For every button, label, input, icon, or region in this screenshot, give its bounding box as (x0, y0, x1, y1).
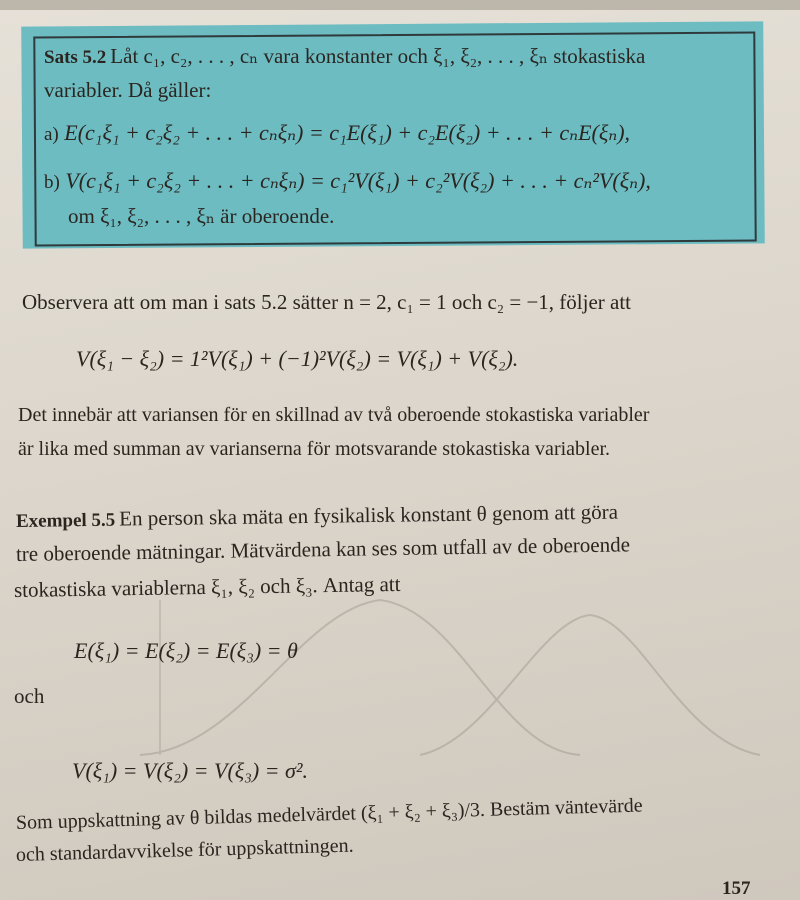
theorem-item-b (44, 168, 651, 194)
example-last-line-1: Som uppskattning av θ bildas medelvärdet (ξ₁ + ξ₂ + ξ₃)/3. Bestäm väntevärde (15, 794, 643, 834)
theorem-label: Sats 5.2 (44, 47, 107, 68)
page-top-edge (0, 0, 800, 10)
theorem-line-2: variabler. Då gäller: (44, 78, 212, 102)
example-label: Exempel 5.5 (15, 509, 116, 532)
observation-line: Observera att om man i sats 5.2 sätter n = 2, c₁ = 1 och c₂ = −1, följer att (22, 290, 632, 314)
item-b-condition: om ξ₁, ξ₂, . . . , ξₙ är oberoende. (68, 204, 335, 228)
theorem-item-a (44, 120, 630, 146)
item-b-marker: b) (44, 172, 60, 193)
explanation-line-1: Det innebär att variansen för en skillnad av två oberoende stokastiska variabler (18, 404, 650, 426)
item-b-formula: V(c₁ξ₁ + c₂ξ₂ + . . . + cₙξₙ) = c₁²V(ξ₁) + c₂²V(ξ₂) + . . . + cₙ²V(ξₙ), (65, 168, 651, 193)
observation-formula: V(ξ₁ − ξ₂) = 1²V(ξ₁) + (−1)²V(ξ₂) = V(ξ₁) + V(ξ₂). (76, 346, 519, 371)
example-line-3: stokastiska variablerna ξ₁, ξ₂ och ξ₃. Antag att (13, 571, 401, 602)
theorem-line-1 (44, 44, 645, 69)
example-formula-1: E(ξ₁) = E(ξ₂) = E(ξ₃) = θ (74, 638, 298, 663)
example-last-line-2: och standardavvikelse för uppskattningen. (15, 834, 354, 866)
item-a-marker: a) (44, 124, 59, 145)
example-formula-2: V(ξ₁) = V(ξ₂) = V(ξ₃) = σ². (72, 758, 308, 783)
example-line-2: tre oberoende mätningar. Mätvärdena kan ses som utfall av de oberoende (15, 532, 631, 566)
item-a-formula: E(c₁ξ₁ + c₂ξ₂ + . . . + cₙξₙ) = c₁E(ξ₁) + c₂E(ξ₂) + . . . + cₙE(ξₙ), (64, 120, 631, 145)
explanation-line-2: är lika med summan av varianserna för motsvarande stokastiska variabler. (18, 438, 611, 460)
example-och: och (14, 684, 45, 708)
faint-bell-curve-image (120, 590, 780, 760)
example-line-1 (16, 500, 618, 533)
theorem-intro: Låt c₁, c₂, . . . , cₙ vara konstanter och ξ₁, ξ₂, . . . , ξₙ stokastiska (110, 44, 646, 68)
page-number: 157 (722, 878, 751, 899)
example-intro: En person ska mäta en fysikalisk konstant θ genom att göra (119, 499, 619, 531)
